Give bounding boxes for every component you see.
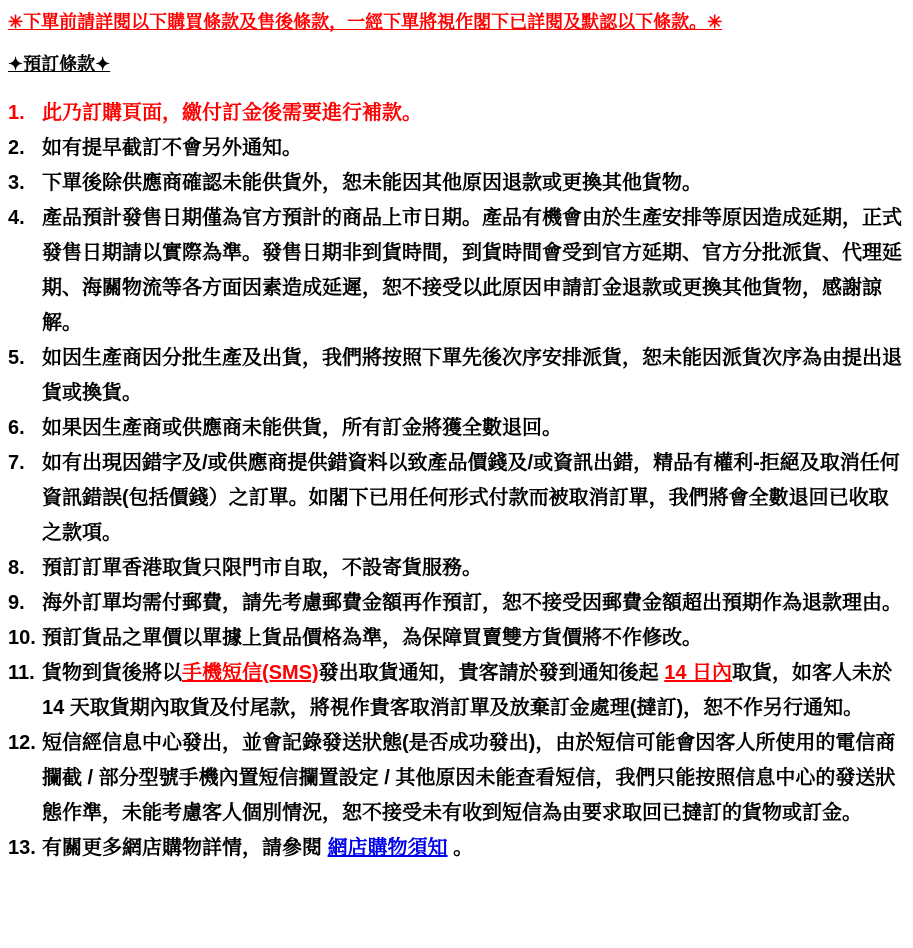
- term-segment: 如有出現因錯字及/或供應商提供錯資料以致產品價錢及/或資訊出錯，精品有權利-拒絕及取消任何資訊錯誤(包括價錢）之訂單。如閣下已用任何形式付款而被取消訂單，我們將會全數退回已收取之款項。: [42, 452, 900, 544]
- term-item-2: [8, 131, 907, 166]
- term-text: [42, 102, 422, 124]
- term-segment: 有關更多網店購物詳情，請參閱: [42, 837, 328, 859]
- term-item-13: [8, 831, 907, 866]
- term-item-3: [8, 166, 907, 201]
- term-segment: 如有提早截訂不會另外通知。: [42, 137, 302, 159]
- term-segment: 下單後除供應商確認未能供貨外，恕未能因其他原因退款或更換其他貨物。: [42, 172, 702, 194]
- highlighted-term-text: 手機短信(SMS): [182, 662, 319, 684]
- term-item-7: [8, 446, 907, 551]
- term-item-6: [8, 411, 907, 446]
- term-item-9: [8, 586, 907, 621]
- section-header-preorder-terms: ✦預訂條款✦: [8, 54, 111, 74]
- term-segment: 取貨，如客人未於 14 天取貨期內取貨及付尾款，將視作貴客取消訂單及放棄訂金處理(撻訂)，恕不作另行通知。: [42, 662, 893, 719]
- term-item-8: [8, 551, 907, 586]
- store-shopping-guide-link[interactable]: 網店購物須知: [327, 837, 448, 859]
- term-segment: 發出取貨通知，貴客請於發到通知後起: [318, 662, 665, 684]
- term-text: [42, 592, 902, 614]
- term-item-11: [8, 656, 907, 726]
- term-text: [42, 172, 702, 194]
- term-number: 5.: [8, 347, 25, 369]
- term-number: 4.: [8, 207, 25, 229]
- term-segment: 。: [447, 837, 474, 859]
- term-text: [42, 347, 902, 404]
- term-number: 1.: [8, 102, 25, 124]
- terms-list: [8, 96, 907, 866]
- term-segment: 如果因生產商或供應商未能供貨，所有訂金將獲全數退回。: [42, 417, 562, 439]
- term-item-1: [8, 96, 907, 131]
- term-number: 2.: [8, 137, 25, 159]
- term-text: [42, 662, 892, 719]
- term-text: [42, 452, 900, 544]
- term-number: 13.: [8, 837, 36, 859]
- term-segment: 此乃訂購頁面，繳付訂金後需要進行補款。: [42, 102, 422, 124]
- term-text: [42, 207, 902, 334]
- term-text: [42, 837, 473, 859]
- term-number: 7.: [8, 452, 25, 474]
- term-text: [42, 557, 482, 579]
- term-number: 12.: [8, 732, 36, 754]
- terms-title: ✳下單前請詳閱以下購買條款及售後條款，一經下單將視作閣下已詳閱及默認以下條款。✳: [8, 12, 723, 32]
- term-segment: 如因生產商因分批生產及出貨，我們將按照下單先後次序安排派貨，恕未能因派貨次序為由提出退貨或換貨。: [42, 347, 902, 404]
- highlighted-term-text: 14 日內: [664, 662, 733, 684]
- term-segment: 預訂訂單香港取貨只限門市自取，不設寄貨服務。: [42, 557, 482, 579]
- term-number: 9.: [8, 592, 25, 614]
- term-item-10: [8, 621, 907, 656]
- term-number: 3.: [8, 172, 25, 194]
- term-number: 6.: [8, 417, 25, 439]
- term-number: 10.: [8, 627, 36, 649]
- term-text: [42, 137, 302, 159]
- term-segment: 產品預計發售日期僅為官方預計的商品上市日期。產品有機會由於生產安排等原因造成延期，正式發售日期請以實際為準。發售日期非到貨時間，到貨時間會受到官方延期、官方分批派貨、代理延期、海關物流等各方面因素造成延遲，恕不接受以此原因申請訂金退款或更換其他貨物，感謝諒解。: [42, 207, 902, 334]
- term-segment: 貨物到貨後將以: [42, 662, 182, 684]
- term-text: [42, 627, 702, 649]
- term-segment: 短信經信息中心發出，並會記錄發送狀態(是否成功發出)，由於短信可能會因客人所使用的電信商攔截 / 部分型號手機內置短信攔置設定 / 其他原因未能查看短信，我們只能按照信息中心的發送狀態作準，未能考慮客人個別情況，恕不接受未有收到短信為由要求取回已撻訂的貨物或訂金。: [42, 732, 896, 824]
- term-item-4: [8, 201, 907, 341]
- term-text: [42, 732, 895, 824]
- term-number: 8.: [8, 557, 25, 579]
- term-item-12: [8, 726, 907, 831]
- term-segment: 預訂貨品之單價以單據上貨品價格為準，為保障買賣雙方貨價將不作修改。: [42, 627, 702, 649]
- term-number: 11.: [8, 662, 35, 684]
- term-text: [42, 417, 562, 439]
- term-segment: 海外訂單均需付郵費，請先考慮郵費金額再作預訂，恕不接受因郵費金額超出預期作為退款理由。: [42, 592, 902, 614]
- term-item-5: [8, 341, 907, 411]
